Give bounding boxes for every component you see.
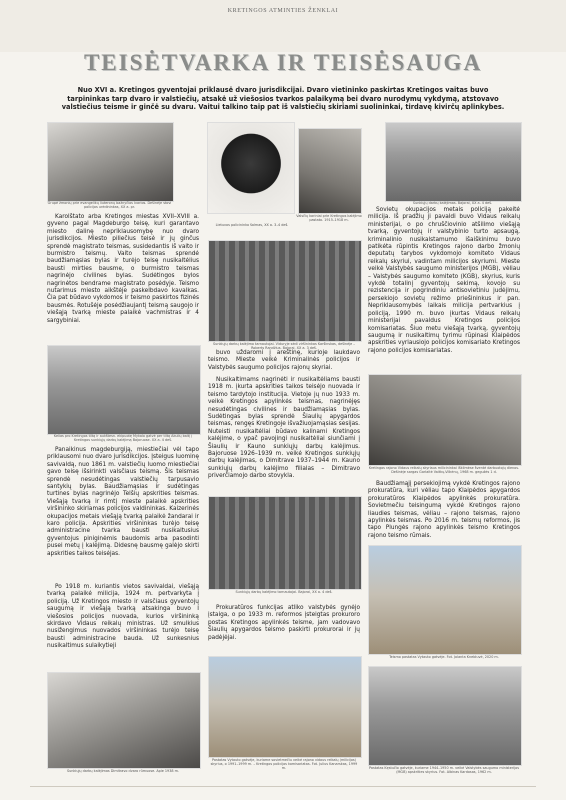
caption-police-group: Sunkiųjų darbų kalėjimo tarnautojai. Viduryje sėdi viršininkas Karšinskas, dešinėje – Roberts Randžius. Bajorai, XX a. 3 deš.	[213, 342, 355, 351]
caption-prison-bottom: Sunkiųjų darbų kalėjimas Dimitravo dvaro rūmuose. Apie 1938 m.	[66, 769, 179, 773]
photo-prison-bottom	[47, 672, 201, 769]
text-right-1: Sovietų okupacijos metais policiją pakeitė milicija. Iš pradžių ji pavaldi buvo Vidaus reikalų ministerijai, o po chruščiovinio atšilimo viešąją tvarką, gyventojų ir valstybinio turto apsaugą, kriminalinio nusikalstamumo išaiškinimu buvo patikėta rūpintis Kretingos rajono darbo žmonių deputatų tarybos vykdomojo komiteto Vidaus reikalų skyriui, vadintam milicijos skyriumi. Mieste veikė Valstybės saugumo ministerijos (MGB), vėliau – Valstybės saugumo komiteto (KGB), skyrius, kuris vykdė totalinį gyventojų sekimą, kovojo su rezistencija ir pogrindiniu antisovietiniu judėjimu, persekiojo sovietų režimo priešininkus ir pan. Nepriklausomybės laikais milicija pertvarkius į policiją, 1990 m. buvo įkurtas Vidaus reikalų ministerijai pavaldus Kretingos policijos komisariatas. Šiuo metu viešąją tvarką, gyventojų saugumą ir nusikaltimų tyrimu rūpinasi Klaipėdos apskrities vyriausiojo policijos komisariato Kretingos rajono policijos komisariatas.	[368, 207, 520, 354]
footer-divider	[30, 786, 536, 787]
photo-prisoners	[208, 496, 362, 590]
caption-prisoners: Sunkiųjų darbų kalėjimo tarnautojai. Bajorai, XX a. 4 deš.	[235, 590, 333, 594]
text-middle-1: buvo uždaromi į areštinę, kurioje laukdavo teismo. Mieste veikė Kriminalinės policijos ir Valstybės saugumo policijos rajonų skyriai.	[208, 350, 360, 371]
photo-court-house	[368, 545, 522, 655]
text-middle-2: Nusikaltimams nagrinėti ir nusikaltėliams bausti 1918 m. įkurta apskrities taikos teisėjo nuovada ir teismo tardytojo institucija. Vietoje jų nuo 1933 m. veikė Kretingos apylinkės teismas, nagrinėjęs nesudėtingas civilines ir baudžiamąsias bylas. Sudėtingas bylas sprendė Šiaulių apygardos teismas, rengęs Kretingoje išvažiuojamąsias sesijas. Nuteisti nusikaltėliai būdavo kalinami Kretingos kalėjime, o ypač pavojingi nusikaltėliai siunčiami į Šiaulių ir Kauno sunkiųjų darbų kalėjimus. Bajoruose 1926–1939 m. veikė Kretingos sunkiųjų darbų kalėjimas, o Dimitrave 1937–1944 m. Kauno sunkiųjų darbų kalėjimo filialas – Dimitravo priverčiamojo darbo stovykla.	[208, 377, 360, 480]
caption-helmet: Lietuvos policininko šalmas, XX a. 3–4 deš.	[215, 223, 289, 227]
caption-soldiers: Valsčių kariniai prie Kretingos kalėjimo pastato. 1915–1918 m.	[296, 214, 362, 223]
caption-building-top: Sunkiųjų darbų kalėjimas. Bajorai, XX a. 4 deš.	[412, 201, 493, 205]
photo-militia-hall	[368, 374, 522, 466]
caption-kestucio-street: Pastatas Kęstučio gatvėje, kuriame 1944–1950 m. veikė Valstybės saugumo ministerijos (MGB) apskrities skyrius. Fot. Albinas Kardosas, 1962 m.	[369, 766, 519, 775]
text-middle-3: Prokuratūros funkcijas atliko valstybės gynėjo įstaiga, o po 1933 m. reformos įsteigtas prokuroro postas Kretingos apylinkės teisme, jam vadovavo Šiaulių apygardos teismo paskirti prokurorai ir jų padėjėjai.	[208, 605, 360, 641]
caption-court-house: Teismo pastatas Vytauto gatvėje. Fot. Jolanta Knebluvė, 2020 m.	[389, 655, 499, 659]
photo-bridge	[47, 345, 201, 435]
photo-helmet	[207, 122, 295, 214]
intro-text: Nuo XVI a. Kretingos gyventojai priklausė dvaro jurisdikcijai. Dvaro vietininko paskirtas Kretingos vaitas buvo tarpininkas tarp dvaro ir valstiečių, atsakė už viešosios tvarkos palaikymą bei dvaro nurodymų vykdymą, atstovavo valstiečius teisme ir ginčė su dvaru. Vaitui talkino taip pat iš valstiečių skiriami suolininkai, tirdavę kivirčų aplinkybes.	[61, 86, 505, 112]
page-title: TEISĖTVARKA IR TEISĖSAUGA	[83, 50, 483, 75]
photo-police-group	[208, 240, 362, 342]
photo-church	[47, 122, 174, 202]
text-right-2: Baudžiamąjį persekiojimą vykdė Kretingos rajono prokuratūra, kuri vėliau tapo Klaipėdos apygardos prokuratūros Klaipėdos apylinkės prokuratūra. Sovietmečiu teisingumą vykdė Kretingos rajono liaudies teismas, vėliau – rajono teismas, rajono apylinkės teismas. Po 2016 m. teismų reformos, jis tapo Plungės rajono apylinkės teismo Kretingos rajono teismo rūmais.	[368, 481, 520, 539]
caption-militia-hall: Kretingos rajono Vidaus reikalų skyriaus milicininkai iškilmėse šventė darbuotojų dienos. Dešinėje sargas Garlaitė Vaitkų-Vilkėnų, 1968 m. gegužės 1 d.	[368, 466, 520, 475]
photo-soldiers	[298, 128, 362, 214]
caption-bridge: Kelias pro Kretingos tiltą ir aukštesn. ekipuotę Mykalo gatvė per tiltą Akulių baltį į Kretingos sunkiųjų darbų kalėjimą Bajoruose. XX a. 4 deš.	[53, 434, 193, 443]
photo-building-top	[385, 122, 522, 202]
photo-vytauto-street	[208, 656, 362, 758]
text-left-2: Panaikinus magdeburgiją, miestiečiai vėl tapo priklausomi nuo dvaro jurisdikcijos. Įsteigus luominę savivaldą, nuo 1861 m. valstiečių luomo miestiečiai gavo teisę išsirinkti valsčiaus teismą. Šis teismas sprendė nesudėtingas valstiečių tarpusavio santykių bylas. Baudžiamąsias ir sudėtingas turtines bylas nagrinėjo Telšių apskrities teismas. Viešąją tvarką ir rimtį mieste palaikė apskrities viršininko skiriamas policijos valdininkas. Kaizerinės okupacijos metais viešąją tvarką palaikė žandarai ir karo policija. Apskrities viršininkas turėjo teisę administracine tvarka bausti nusikaltusius gyventojus piniginėmis baudomis arba pasodinti pusei metų į kalėjimą. Didesnę bausmę galėjo skirti apskrities taikos teisėjas.	[47, 447, 199, 557]
logo-text: KRETINGOS ATMINTIES ŽENKLAI	[227, 8, 339, 14]
caption-church: Grupė žmonių prie evangelikų liuteronų bažnyčios Ivarios. Dešinėje stovi policijos urėdininkas, XX a. pr.	[47, 201, 172, 210]
caption-vytauto-street: Pastatas Vytauto gatvėje, kuriame sovietmečiu veikė rajono vidaus reikalų (milicijos) skyrius, o 1991–1999 m. – Kretingos policijos komisariatas. Fot. Julius Kanarskas, 1999 m.	[210, 758, 358, 771]
photo-kestucio-street	[368, 666, 522, 766]
text-left-3: Po 1918 m. kuriantis vietos savivaldai, viešąją tvarką palaikė milicija, 1924 m. pertvarkyta į policiją. Už Kretingos miesto ir valsčiaus gyventojų saugumą ir viešąją tvarką atsakinga buvo I viešosios policijos nuovada, kurios viršininką skirdavo Vidaus reikalų ministras. Už smulkius nusižengimus nuovados viršininkas turėjo teisę bausti administracine bauda. Už sunkesnius nusikaltimus sulaikytieji	[47, 584, 199, 650]
text-left-1: Karolštato arba Kretingos miestas XVII–XVIII a. gyveno pagal Magdeburgo teisę, kuri garantavo miesto dalinę nepriklausomybę nuo dvaro jurisdikcijos. Miesto piliečius teisė ir jų ginčus sprendė magistrato teismas, susidedantis iš vaito ir burmistro teismų. Vaito teismas sprendė baudžiamąsias bylas ir turėjo teisę nusikaltėlius bausti mirties bausme, o burmistro teismas nagrinėjo civilines bylas. Sudėtingos bylos nagrinėtos bendrame magistrato posėdyje. Teismo nutarimus miesto aikštėje paskelbdavo kavalkas. Čia pat būdavo vykdomos ir teismo paskirtos fizinės bausmės. Rotušėje posėdžiaujantį teismą saugojo ir viešąją tvarką mieste palaikė vachmistras ir 4 sargybiniai.	[47, 214, 199, 324]
